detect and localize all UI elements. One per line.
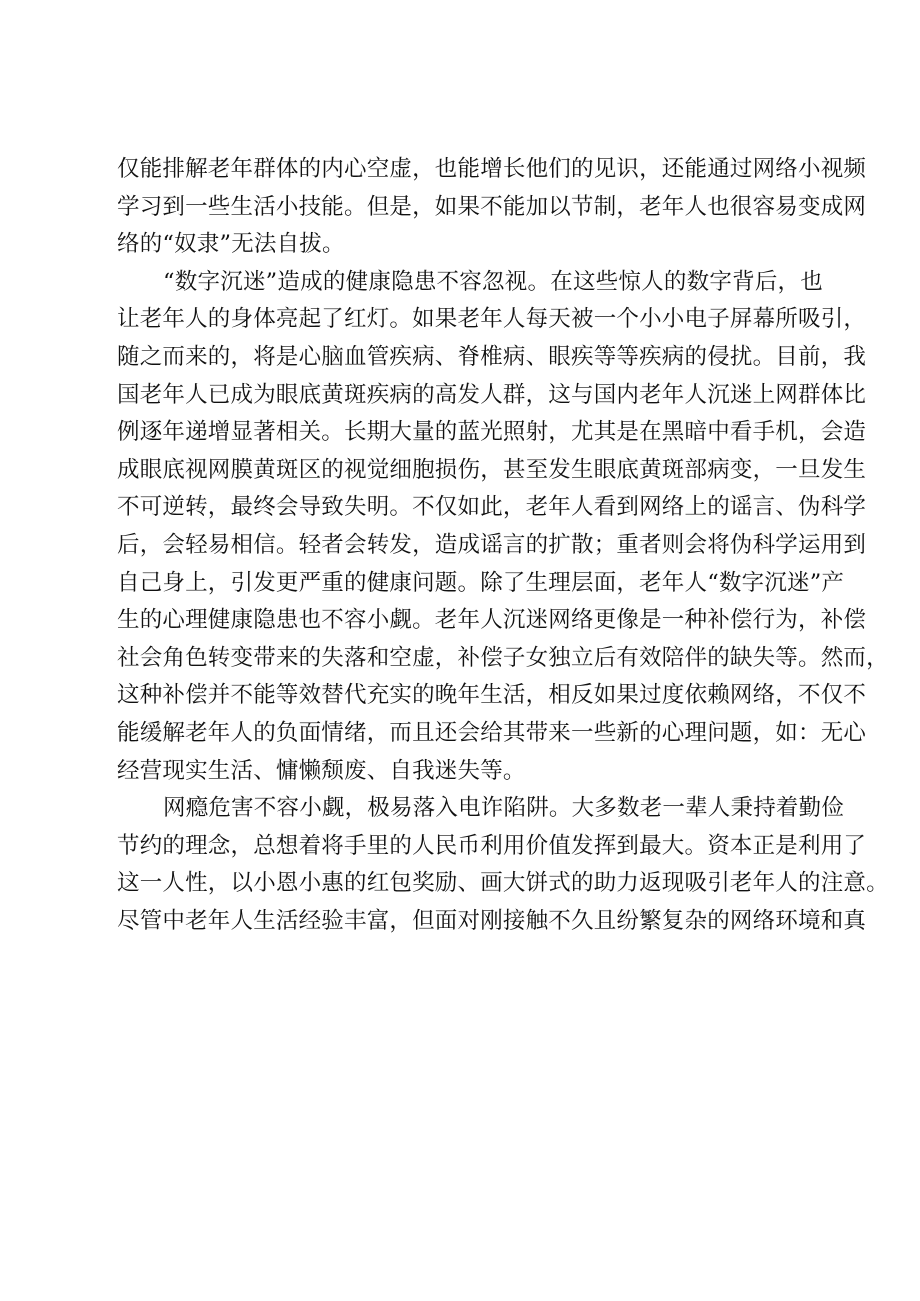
text-line: 例逐年递增显著相关。长期大量的蓝光照射，尤其是在黑暗中看手机，会造 xyxy=(117,419,867,446)
paragraph-first-line: “数字沉迷”造成的健康隐患不容忽视。在这些惊人的数字背后，也 xyxy=(163,268,823,295)
body-text xyxy=(117,151,889,940)
text-line: 生的心理健康隐患也不容小觑。老年人沉迷网络更像是一种补偿行为，补偿 xyxy=(117,607,867,634)
text-line: 后，会轻易相信。轻者会转发，造成谣言的扩散；重者则会将伪科学运用到 xyxy=(117,531,867,558)
text-line: 国老年人已成为眼底黄斑疾病的高发人群，这与国内老年人沉迷上网群体比 xyxy=(117,381,867,408)
paragraph-first-line: 网瘾危害不容小觑，极易落入电诈陷阱。大多数老一辈人秉持着勤俭 xyxy=(163,795,845,822)
text-line: 不可逆转，最终会导致失明。不仅如此，老年人看到网络上的谣言、伪科学 xyxy=(117,494,867,521)
text-line: 让老年人的身体亮起了红灯。如果老年人每天被一个小小电子屏幕所吸引， xyxy=(117,306,867,333)
text-line: 这一人性，以小恩小惠的红包奖励、画大饼式的助力返现吸引老年人的注意。 xyxy=(117,870,889,897)
text-line: 社会角色转变带来的失落和空虚，补偿子女独立后有效陪伴的缺失等。然而， xyxy=(117,644,889,671)
text-line: 能缓解老年人的负面情绪，而且还会给其带来一些新的心理问题，如：无心 xyxy=(117,719,867,746)
text-line: 自己身上，引发更严重的健康问题。除了生理层面，老年人“数字沉迷”产 xyxy=(117,569,845,596)
text-line: 节约的理念，总想着将手里的人民币利用价值发挥到最大。资本正是利用了 xyxy=(117,832,867,859)
text-line: 尽管中老年人生活经验丰富，但面对刚接触不久且纷繁复杂的网络环境和真 xyxy=(117,907,867,934)
text-line: 仅能排解老年群体的内心空虚，也能增长他们的见识，还能通过网络小视频 xyxy=(117,156,867,182)
text-line: 络的“奴隶”无法自拔。 xyxy=(117,231,345,258)
text-line: 随之而来的，将是心脑血管疾病、脊椎病、眼疾等等疾病的侵扰。目前，我 xyxy=(117,343,867,370)
text-line: 这种补偿并不能等效替代充实的晚年生活，相反如果过度依赖网络，不仅不 xyxy=(117,682,867,709)
text-line: 学习到一些生活小技能。但是，如果不能加以节制，老年人也很容易变成网 xyxy=(117,193,867,220)
text-line: 成眼底视网膜黄斑区的视觉细胞损伤，甚至发生眼底黄斑部病变，一旦发生 xyxy=(117,456,867,483)
text-line: 经营现实生活、慵懒颓废、自我迷失等。 xyxy=(117,757,526,784)
